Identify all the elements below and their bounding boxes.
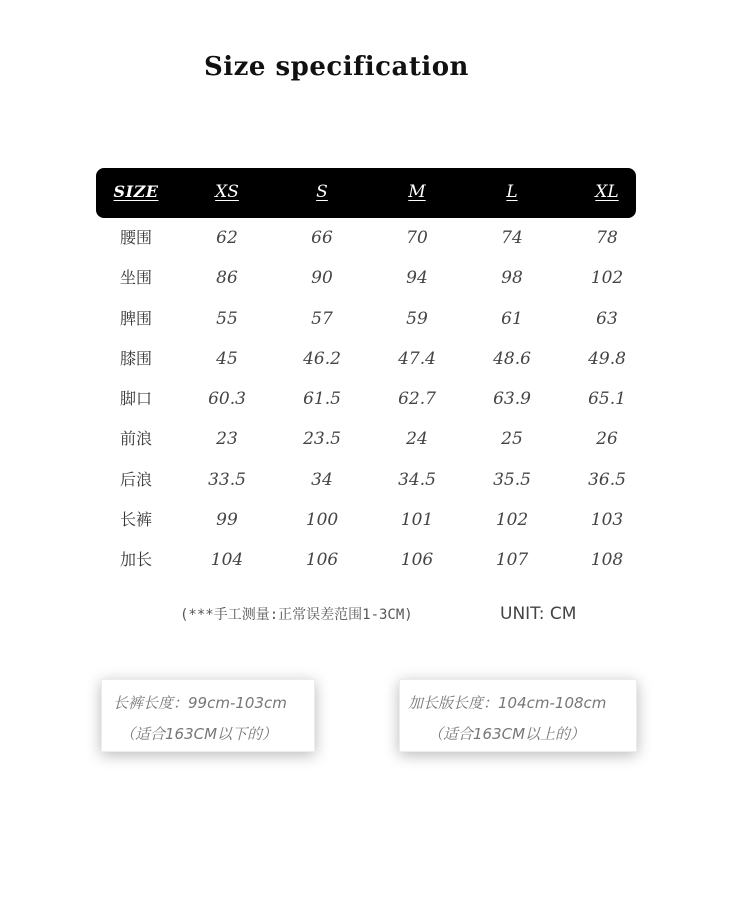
row-label: 膝围	[119, 348, 153, 368]
table-row	[96, 339, 636, 379]
page-title: Size specification	[204, 52, 469, 82]
row-label: 后浪	[119, 469, 153, 489]
measurement-value: 107	[495, 550, 529, 571]
measurement-value: 78	[596, 228, 618, 248]
measurement-value: 49.8	[588, 348, 626, 369]
table-row	[96, 379, 636, 419]
header-size-m: M	[408, 182, 426, 202]
regular-length-card	[101, 679, 315, 752]
row-label: 脚口	[119, 389, 153, 409]
measurement-value: 23	[216, 429, 238, 450]
measurement-value: 63.9	[493, 389, 531, 410]
header-size-label: SIZE	[113, 182, 159, 201]
extended-length-text: 加长版长度：104cm-108cm	[408, 694, 607, 712]
table-row	[96, 500, 636, 540]
measurement-value: 90	[311, 268, 333, 289]
measurement-value: 34	[311, 469, 333, 490]
measurement-value: 65.1	[588, 389, 626, 410]
measurement-value: 36.5	[588, 469, 626, 490]
header-size-xs: XS	[215, 182, 239, 202]
measurement-value: 98	[501, 268, 523, 289]
measurement-value: 99	[216, 510, 238, 531]
measurement-value: 55	[216, 308, 238, 329]
measurement-value: 86	[216, 268, 238, 289]
measurement-value: 94	[406, 268, 428, 289]
row-label: 坐围	[119, 268, 153, 288]
row-label: 长裤	[119, 510, 153, 530]
measurement-value: 74	[501, 228, 523, 248]
measurement-value: 62.7	[398, 389, 436, 410]
measurement-value: 45	[216, 348, 238, 369]
row-label: 脾围	[119, 308, 153, 328]
table-row	[96, 540, 636, 580]
measurement-value: 102	[590, 268, 624, 289]
extended-length-card	[399, 679, 637, 752]
header-size-s: S	[316, 182, 328, 202]
measurement-value: 60.3	[208, 389, 246, 410]
header-size-xl: XL	[595, 182, 619, 202]
measurement-note: (***手工测量:正常误差范围1-3CM)	[180, 607, 413, 623]
row-label: 前浪	[119, 429, 153, 449]
row-label: 腰围	[119, 228, 153, 247]
regular-length-text: 长裤长度：99cm-103cm	[113, 694, 287, 712]
extended-length-fit-text: （适合163CM以上的）	[428, 725, 586, 743]
size-table-body	[96, 218, 636, 581]
regular-length-fit-text: （适合163CM以下的）	[120, 725, 278, 743]
measurement-value: 61	[501, 308, 523, 329]
measurement-value: 106	[400, 550, 434, 571]
header-size-l: L	[506, 182, 518, 202]
unit-label: UNIT: CM	[500, 604, 577, 624]
measurement-value: 103	[590, 510, 624, 531]
measurement-value: 101	[400, 510, 434, 531]
measurement-value: 33.5	[208, 469, 246, 490]
measurement-value: 46.2	[303, 348, 341, 369]
row-label: 加长	[119, 550, 153, 570]
table-row	[96, 299, 636, 339]
measurement-value: 63	[596, 308, 618, 329]
measurement-value: 70	[406, 228, 428, 248]
table-row	[96, 460, 636, 500]
measurement-value: 26	[596, 429, 618, 450]
measurement-value: 47.4	[398, 348, 436, 369]
measurement-value: 62	[216, 228, 238, 248]
measurement-value: 59	[406, 308, 428, 329]
measurement-value: 66	[311, 228, 333, 248]
measurement-value: 108	[590, 550, 624, 571]
measurement-value: 104	[210, 550, 244, 571]
measurement-value: 24	[406, 429, 428, 450]
measurement-value: 34.5	[398, 469, 436, 490]
size-table-header	[96, 168, 636, 218]
measurement-value: 106	[305, 550, 339, 571]
table-row	[96, 218, 636, 258]
table-row	[96, 258, 636, 298]
measurement-value: 100	[305, 510, 339, 531]
measurement-value: 25	[501, 429, 523, 450]
measurement-value: 23.5	[303, 429, 341, 450]
measurement-value: 48.6	[493, 348, 531, 369]
measurement-value: 61.5	[303, 389, 341, 410]
measurement-value: 35.5	[493, 469, 531, 490]
measurement-value: 57	[311, 308, 333, 329]
table-row	[96, 419, 636, 459]
measurement-value: 102	[495, 510, 529, 531]
size-table	[96, 168, 636, 581]
